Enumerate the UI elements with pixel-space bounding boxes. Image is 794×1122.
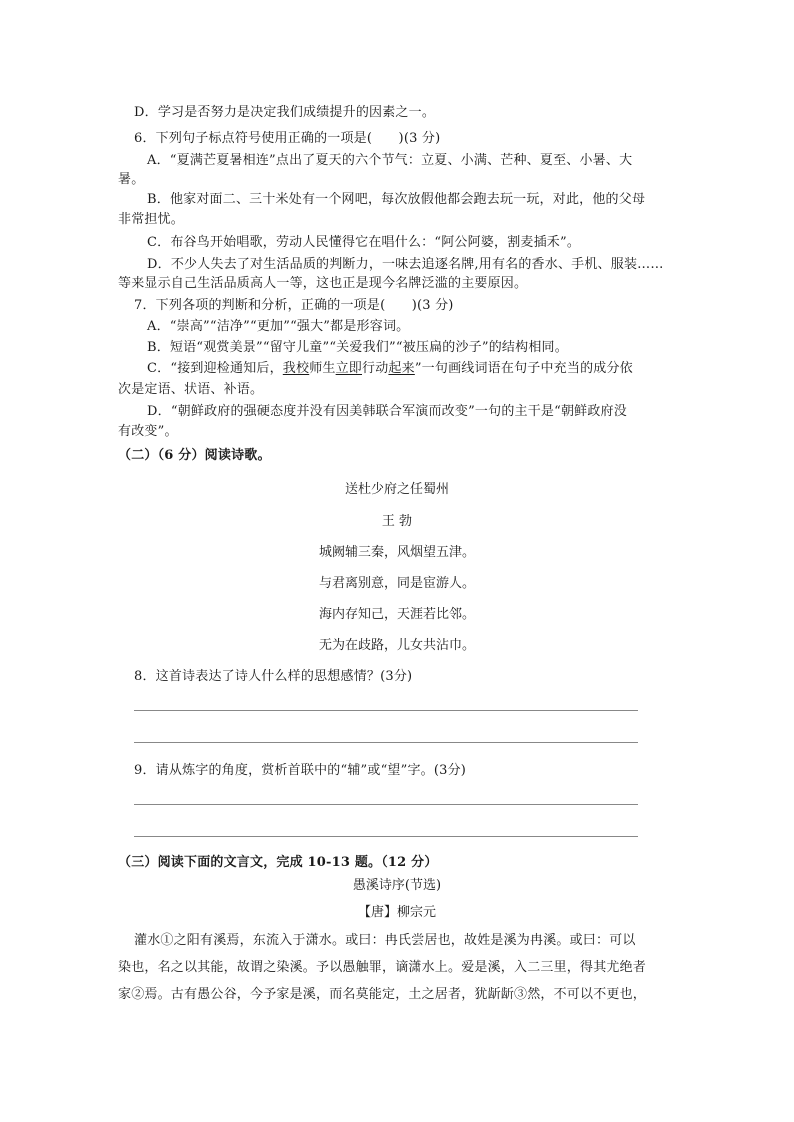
q9-answer-line-1[interactable]	[134, 804, 638, 805]
prose-paragraph-line-2: 染也，名之以其能，故谓之染溪。予以愚触罪，谪潇水上。爱是溪，入二三里，得其尤绝者	[118, 960, 647, 975]
prose-author: 【唐】柳宗元	[357, 905, 436, 920]
q6-option-b-line2: 非常担忧。	[118, 212, 185, 227]
q6-option-d-line2: 等来显示自己生活品质高人一等，这也正是现今名牌泛滥的主要原因。	[118, 276, 528, 291]
q8-answer-line-2[interactable]	[134, 742, 638, 743]
q6-option-b-line1: B．他家对面二、三十米处有一个网吧，每次放假他都会跑去玩一玩，对此，他的父母	[147, 192, 646, 207]
poem-author: 王 勃	[381, 514, 413, 529]
prose-title: 愚溪诗序(节选)	[352, 878, 442, 893]
q7-option-d-line2: 有改变”。	[118, 424, 178, 439]
q7-option-d-line1: D．“朝鲜政府的强硬态度并没有因美韩联合军演而改变”一句的主干是“朝鲜政府没	[147, 404, 627, 419]
q9-answer-line-2[interactable]	[134, 836, 638, 837]
q7-c-underlined-2: 立即	[335, 361, 363, 376]
poem-title: 送杜少府之任蜀州	[344, 482, 449, 497]
section3-heading: （三）阅读下面的文言文，完成 10-13 题。（12 分）	[118, 855, 438, 870]
poem-line-2: 与君离别意，同是宦游人。	[318, 576, 475, 591]
section2-heading: （二）（6 分）阅读诗歌。	[118, 448, 271, 463]
q9-stem: 9．请从炼字的角度，赏析首联中的“辅”或“望”字。(3分)	[134, 763, 467, 778]
q7-stem: 7．下列各项的判断和分析，正确的一项是( )(3 分)	[134, 298, 454, 313]
q7-option-c-line1	[147, 359, 633, 379]
q6-stem: 6．下列句子标点符号使用正确的一项是( )(3 分)	[134, 131, 441, 146]
prose-paragraph-line-1: 灌水①之阳有溪焉，东流入于潇水。或曰：冉氏尝居也，故姓是溪为冉溪。或曰：可以	[134, 933, 636, 948]
q7-c-underlined-3: 起来	[388, 361, 415, 376]
q7-c-underlined-1: 我校	[282, 361, 310, 376]
poem-line-1: 城阙辅三秦，风烟望五津。	[318, 545, 475, 560]
prose-paragraph-line-3: 家②焉。古有愚公谷，今予家是溪，而名莫能定，土之居者，犹龂龂③然，不可以不更也，	[118, 987, 647, 1002]
q6-option-d-line1: D．不少人失去了对生活品质的判断力，一味去追逐名牌,用有名的香水、手机、服装……	[147, 257, 664, 272]
q8-stem: 8．这首诗表达了诗人什么样的思想感情？(3分)	[134, 669, 413, 684]
q7-c-text-pre: C．“接到迎检通知后，	[147, 361, 283, 376]
q7-c-text-mid1: 师生	[309, 361, 336, 376]
q6-option-a-line2: 暑。	[118, 172, 145, 187]
q7-c-text-mid2: 行动	[362, 361, 389, 376]
q6-option-a-line1: A．“夏满芒夏暑相连”点出了夏天的六个节气：立夏、小满、芒种、夏至、小暑、大	[147, 153, 633, 168]
q6-option-c: C．布谷鸟开始唱歌，劳动人民懂得它在唱什么：“阿公阿婆，割麦插禾”。	[147, 235, 581, 250]
q7-option-a: A．“崇高”“洁净”“更加”“强大”都是形容词。	[147, 319, 410, 334]
q7-c-text-post: ”一句画线词语在句子中充当的成分依	[414, 361, 633, 376]
q5-option-d: D．学习是否努力是决定我们成绩提升的因素之一。	[134, 105, 436, 120]
q7-option-b: B．短语“观赏美景”“留守儿童”“关爱我们”“被压扁的沙子”的结构相同。	[147, 340, 568, 355]
poem-line-4: 无为在歧路，儿女共沾巾。	[318, 638, 475, 653]
q7-option-c-line2: 次是定语、状语、补语。	[118, 382, 264, 397]
q8-answer-line-1[interactable]	[134, 710, 638, 711]
poem-line-3: 海内存知己，天涯若比邻。	[318, 607, 475, 622]
